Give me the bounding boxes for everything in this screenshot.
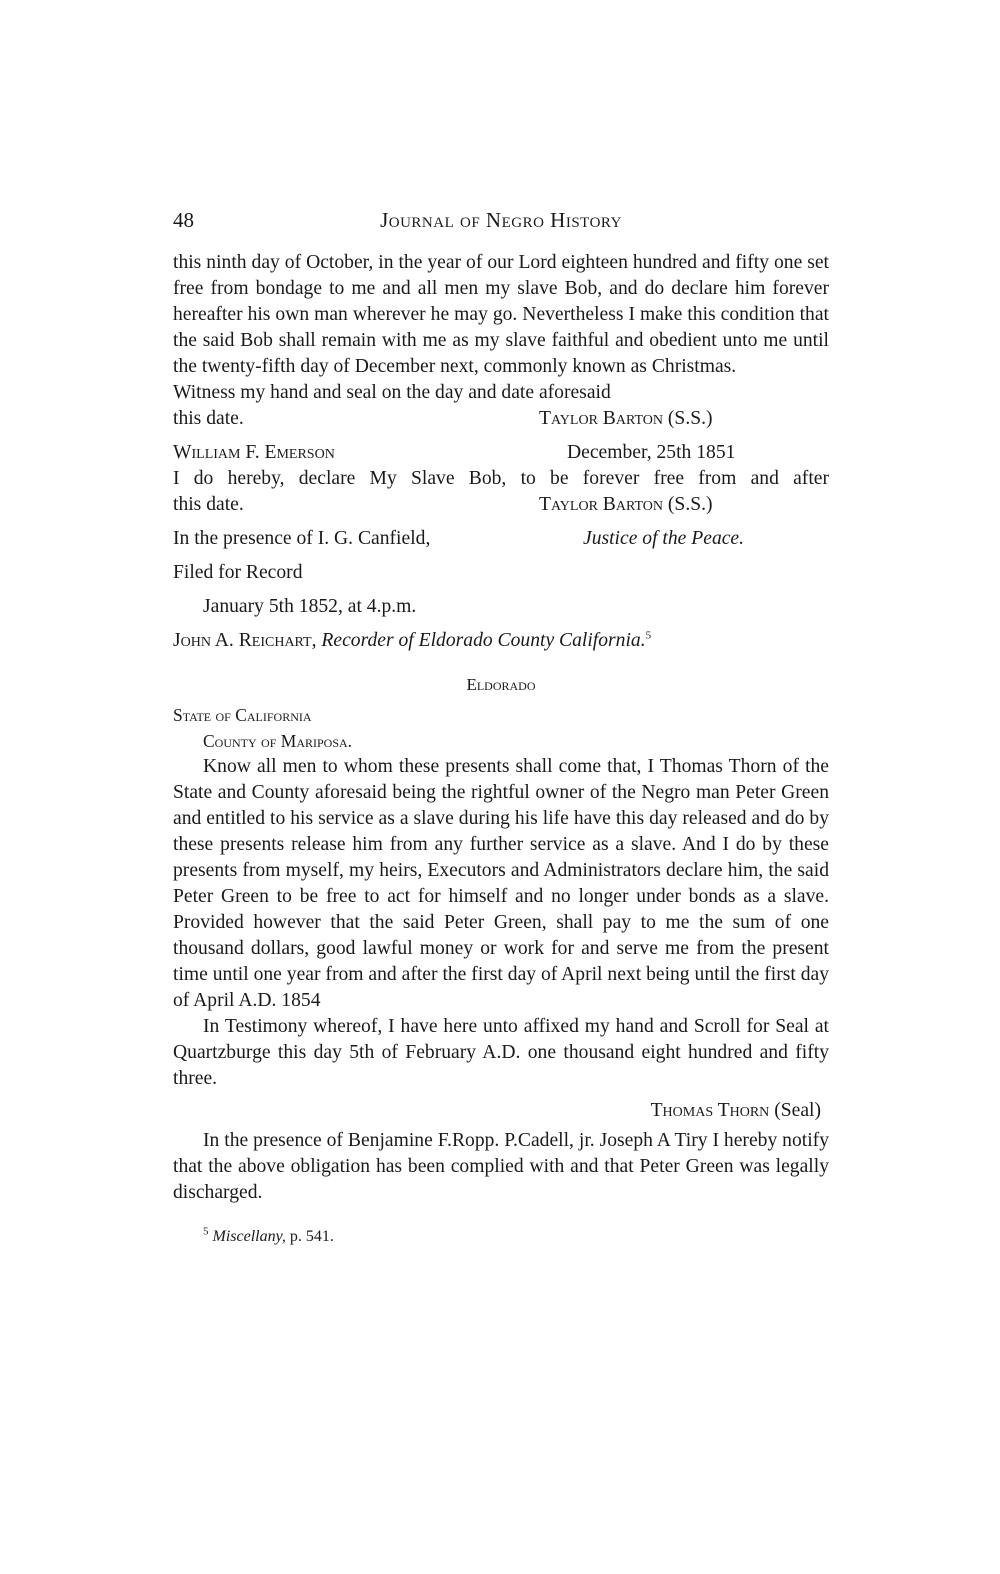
filed-date: January 5th 1852, at 4.p.m. [203,596,417,617]
thorn-signature [173,1098,829,1124]
filed-line: Filed for Record [173,562,303,583]
signer-2-name: Taylor Barton [539,494,663,515]
manumission-paragraph-green: Know all men to whom these presents shall come that, I Thomas Thorn of the State and County aforesaid being the rightful owner of the Negro man Peter Green and entitled to his service as a slave during his life have this day released and do by these presents release him from any further service as a slave. And I do by these presents from myself, my heirs, Executors and Administrators declare him, the said Peter Green to be free to act for himself and no longer under bonds as a slave. Provided however that the said Peter Green, shall pay to me the sum of one thousand dollars, good lawful money or work for and serve me from the present time until one year from and after the first day of April next being until the first day of April A.D. 1854 [173,756,829,1011]
testimony-paragraph: In Testimony whereof, I have here unto affixed my hand and Scroll for Seal at Quartzburge this day 5th of February A.D. one thousand eight hundred and fifty three. [173,1016,829,1089]
thorn-seal: (Seal) [774,1100,821,1121]
witness-name: William F. Emerson [173,442,335,463]
footnote-number: 5 [203,1225,209,1238]
page-number: 48 [173,208,194,232]
presence-line: In the presence of I. G. Canfield, [173,528,431,549]
signature-row-2 [173,492,829,518]
signature-row-1 [173,406,829,432]
manumission-paragraph-bob: this ninth day of October, in the year of our Lord eighteen hundred and fifty one set free from bondage to me and all men my slave Bob, and do declare him forever hereafter his own man wherever he may go. Nevertheless I make this condition that the said Bob shall remain with me as my slave faithful and obedient unto me until the twenty-fifth day of December next, commonly known as Christmas. [173,252,829,377]
footnote-page: p. 541. [289,1228,334,1245]
state-heading: State of California [173,705,312,725]
declaration-line: I do hereby, declare My Slave Bob, to be forever free from and after [173,468,829,489]
page-header [173,207,829,241]
section-title: Eldorado [466,675,536,694]
footnote-source: Miscellany, [212,1228,286,1245]
signer-2-seal: (S.S.) [667,494,713,515]
witness-row [173,440,829,466]
footnote-ref: 5 [645,629,652,642]
signer-1-seal: (S.S.) [667,408,713,429]
county-heading: County of Mariposa. [203,731,353,751]
recorder-line [173,628,829,654]
thorn-name: Thomas Thorn [650,1100,770,1121]
signature-1 [539,406,829,432]
document-page [173,207,829,1250]
recorder-name: John A. Reichart, [173,630,317,651]
presence-row [173,526,829,552]
running-title: Journal of Negro History [380,208,622,232]
presence-title: Justice of the Peace. [583,528,745,549]
this-date-2: this date. [173,494,244,515]
signer-1-name: Taylor Barton [539,408,663,429]
witness-date: December, 25th 1851 [567,442,736,463]
witness-line: Witness my hand and seal on the day and date aforesaid [173,382,611,403]
recorder-title: Recorder of Eldorado County California. [321,630,646,651]
footnote [173,1224,829,1250]
signature-2 [539,492,829,518]
presence-paragraph: In the presence of Benjamine F.Ropp. P.Cadell, jr. Joseph A Tiry I hereby notify that the above obligation has been complied with and that Peter Green was legally discharged. [173,1130,829,1203]
this-date-1: this date. [173,408,244,429]
